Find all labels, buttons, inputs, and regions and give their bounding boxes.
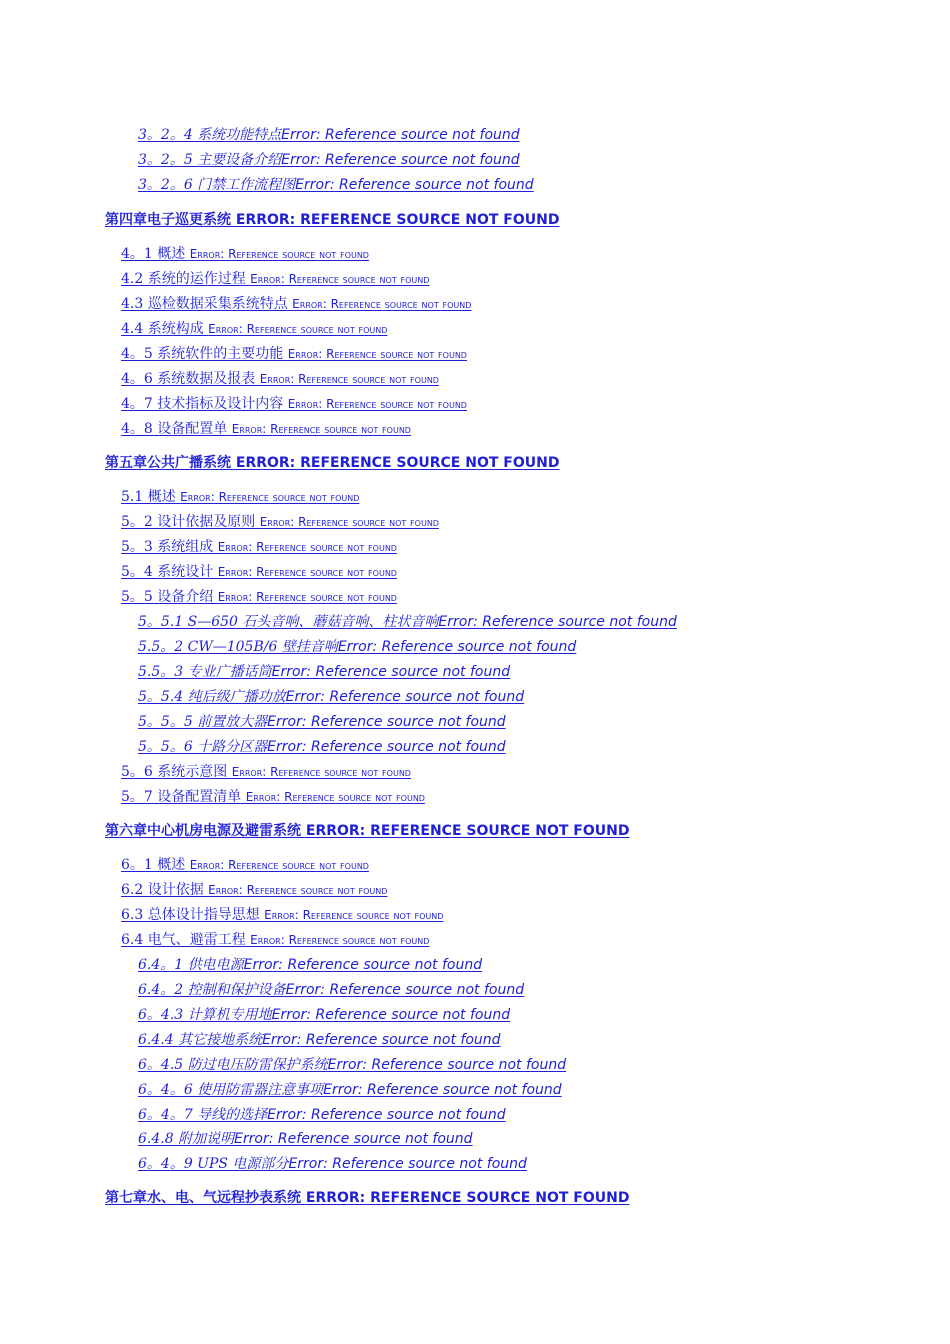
toc-subsection-link[interactable]	[138, 1008, 510, 1022]
toc-page-reference: Error: Reference source not found	[327, 1057, 567, 1073]
toc-entry-title: 6。4.5 防过电压防雷保护系统	[138, 1057, 328, 1073]
toc-subsection-link[interactable]	[138, 983, 524, 997]
toc-page-reference: Error: Reference source not found	[287, 347, 467, 361]
toc-subsection-link[interactable]	[138, 715, 506, 729]
toc-section-link[interactable]	[121, 565, 397, 579]
toc-subsection-link[interactable]	[138, 690, 524, 704]
toc-section-link[interactable]	[121, 540, 397, 554]
toc-subsection-link[interactable]	[138, 740, 506, 754]
toc-page-reference: ERROR: REFERENCE SOURCE NOT FOUND	[235, 212, 560, 228]
toc-page-reference: Error: Reference source not found	[262, 1032, 501, 1048]
toc-page-reference: ERROR: REFERENCE SOURCE NOT FOUND	[305, 823, 630, 839]
toc-entry-title: 3。2。5 主要设备介绍	[138, 152, 282, 168]
toc-section-link[interactable]	[121, 422, 411, 436]
toc-page-reference: Error: Reference source not found	[217, 540, 397, 554]
toc-entry-title: 6。4。7 导线的选择	[138, 1107, 268, 1123]
toc-subsection-link[interactable]	[138, 615, 677, 629]
toc-subsection-link[interactable]	[138, 1083, 562, 1097]
toc-page-reference: Error: Reference source not found	[267, 739, 506, 755]
toc-page-reference: Error: Reference source not found	[231, 765, 411, 779]
toc-chapter-link[interactable]	[105, 1191, 629, 1205]
toc-section-link[interactable]	[121, 858, 369, 872]
toc-page-reference: Error: Reference source not found	[285, 982, 525, 998]
toc-entry-title: 6.4。2 控制和保护设备	[138, 982, 286, 998]
toc-section-link[interactable]	[121, 908, 443, 922]
toc-entry-title: 6。1 概述	[121, 857, 190, 873]
toc-page-reference: Error: Reference source not found	[271, 1007, 511, 1023]
toc-page-reference: Error: Reference source not found	[264, 908, 444, 922]
toc-entry-title: 4.4 系统构成	[121, 321, 209, 337]
toc-entry-title: 5.1 概述	[121, 489, 181, 505]
toc-page-reference: Error: Reference source not found	[267, 714, 506, 730]
toc-page-reference: Error: Reference source not found	[231, 422, 411, 436]
toc-page-reference: Error: Reference source not found	[217, 590, 397, 604]
toc-entry-title: 6.4。1 供电电源	[138, 957, 244, 973]
toc-page-reference: Error: Reference source not found	[245, 790, 425, 804]
toc-entry-title: 第五章公共广播系统	[105, 455, 236, 471]
toc-page-reference: Error: Reference source not found	[259, 372, 439, 386]
toc-section-link[interactable]	[121, 883, 387, 897]
toc-page-reference: Error: Reference source not found	[285, 689, 525, 705]
toc-entry-title: 5。5.4 纯后级广播功放	[138, 689, 286, 705]
toc-entry-title: 4。7 技术指标及设计内容	[121, 396, 288, 412]
toc-page-reference: Error: Reference source not found	[323, 1082, 562, 1098]
toc-entry-title: 5。5。5 前置放大器	[138, 714, 268, 730]
toc-entry-title: 4。5 系统软件的主要功能	[121, 346, 288, 362]
toc-subsection-link[interactable]	[138, 1108, 506, 1122]
toc-entry-title: 6。4.3 计算机专用地	[138, 1007, 272, 1023]
toc-section-link[interactable]	[121, 490, 359, 504]
toc-section-link[interactable]	[121, 347, 467, 361]
toc-entry-title: 5.5。2 CW—105B/6 壁挂音响	[138, 639, 338, 655]
toc-subsection-link[interactable]	[138, 640, 576, 654]
toc-page-reference: ERROR: REFERENCE SOURCE NOT FOUND	[235, 455, 560, 471]
toc-subsection-link[interactable]	[138, 128, 520, 142]
toc-entry-title: 3。2。4 系统功能特点	[138, 127, 282, 143]
toc-chapter-link[interactable]	[105, 456, 559, 470]
toc-page-reference: Error: Reference source not found	[250, 933, 430, 947]
toc-entry-title: 4.2 系统的运作过程	[121, 271, 251, 287]
toc-page-reference: Error: Reference source not found	[287, 397, 467, 411]
toc-section-link[interactable]	[121, 515, 439, 529]
toc-page-reference: Error: Reference source not found	[281, 152, 520, 168]
toc-entry-title: 5。5 设备介绍	[121, 589, 218, 605]
toc-page-reference: Error: Reference source not found	[180, 490, 360, 504]
toc-entry-title: 4。6 系统数据及报表	[121, 371, 260, 387]
toc-page-reference: Error: Reference source not found	[292, 297, 472, 311]
toc-section-link[interactable]	[121, 297, 471, 311]
toc-subsection-link[interactable]	[138, 1132, 473, 1146]
toc-section-link[interactable]	[121, 933, 429, 947]
toc-entry-title: 5。4 系统设计	[121, 564, 218, 580]
toc-section-link[interactable]	[121, 397, 467, 411]
toc-entry-title: 第四章电子巡更系统	[105, 212, 236, 228]
toc-subsection-link[interactable]	[138, 153, 520, 167]
toc-subsection-link[interactable]	[138, 1033, 501, 1047]
toc-entry-title: 5。6 系统示意图	[121, 764, 232, 780]
toc-entry-title: 5。2 设计依据及原则	[121, 514, 260, 530]
toc-entry-title: 6.4.4 其它接地系统	[138, 1032, 263, 1048]
toc-section-link[interactable]	[121, 272, 429, 286]
toc-page-reference: Error: Reference source not found	[208, 322, 388, 336]
toc-subsection-link[interactable]	[138, 958, 482, 972]
toc-page-reference: Error: Reference source not found	[259, 515, 439, 529]
toc-entry-title: 3。2。6 门禁工作流程图	[138, 177, 296, 193]
toc-entry-title: 6.2 设计依据	[121, 882, 209, 898]
toc-section-link[interactable]	[121, 322, 387, 336]
toc-page-reference: Error: Reference source not found	[208, 883, 388, 897]
toc-section-link[interactable]	[121, 765, 411, 779]
toc-entry-title: 6。4。9 UPS 电源部分	[138, 1156, 289, 1172]
toc-page-reference: Error: Reference source not found	[271, 664, 511, 680]
toc-page-reference: Error: Reference source not found	[438, 614, 677, 630]
toc-page-reference: Error: Reference source not found	[295, 177, 534, 193]
toc-subsection-link[interactable]	[138, 178, 534, 192]
toc-entry-title: 5。7 设备配置清单	[121, 789, 246, 805]
toc-entry-title: 4.3 巡检数据采集系统特点	[121, 296, 293, 312]
toc-entry-title: 6.4 电气、避雷工程	[121, 932, 251, 948]
toc-entry-title: 6.4.8 附加说明	[138, 1131, 235, 1147]
toc-entry-title: 5。3 系统组成	[121, 539, 218, 555]
toc-chapter-link[interactable]	[105, 213, 559, 227]
toc-entry-title: 第六章中心机房电源及避雷系统	[105, 823, 306, 839]
toc-page-reference: Error: Reference source not found	[250, 272, 430, 286]
toc-subsection-link[interactable]	[138, 1058, 566, 1072]
toc-entry-title: 5。5。6 十路分区器	[138, 739, 268, 755]
toc-page-reference: Error: Reference source not found	[288, 1156, 527, 1172]
toc-section-link[interactable]	[121, 247, 369, 261]
toc-section-link[interactable]	[121, 372, 439, 386]
toc-entry-title: 5。5.1 S—650 石头音响、蘑菇音响、柱状音响	[138, 614, 439, 630]
toc-page-reference: Error: Reference source not found	[281, 127, 520, 143]
toc-entry-title: 6.3 总体设计指导思想	[121, 907, 265, 923]
toc-subsection-link[interactable]	[138, 665, 510, 679]
toc-page-reference: Error: Reference source not found	[189, 858, 369, 872]
toc-page-reference: Error: Reference source not found	[217, 565, 397, 579]
toc-section-link[interactable]	[121, 590, 397, 604]
toc-entry-title: 5.5。3 专业广播话筒	[138, 664, 272, 680]
toc-entry-title: 4。1 概述	[121, 246, 190, 262]
toc-chapter-link[interactable]	[105, 824, 629, 838]
toc-page-reference: Error: Reference source not found	[267, 1107, 506, 1123]
toc-page-reference: Error: Reference source not found	[189, 247, 369, 261]
toc-entry-title: 6。4。6 使用防雷器注意事项	[138, 1082, 324, 1098]
toc-page-reference: ERROR: REFERENCE SOURCE NOT FOUND	[305, 1190, 630, 1206]
toc-page-reference: Error: Reference source not found	[337, 639, 577, 655]
toc-page-reference: Error: Reference source not found	[234, 1131, 473, 1147]
toc-subsection-link[interactable]	[138, 1157, 527, 1171]
toc-page-reference: Error: Reference source not found	[243, 957, 483, 973]
toc-section-link[interactable]	[121, 790, 425, 804]
toc-entry-title: 4。8 设备配置单	[121, 421, 232, 437]
toc-entry-title: 第七章水、电、气远程抄表系统	[105, 1190, 306, 1206]
